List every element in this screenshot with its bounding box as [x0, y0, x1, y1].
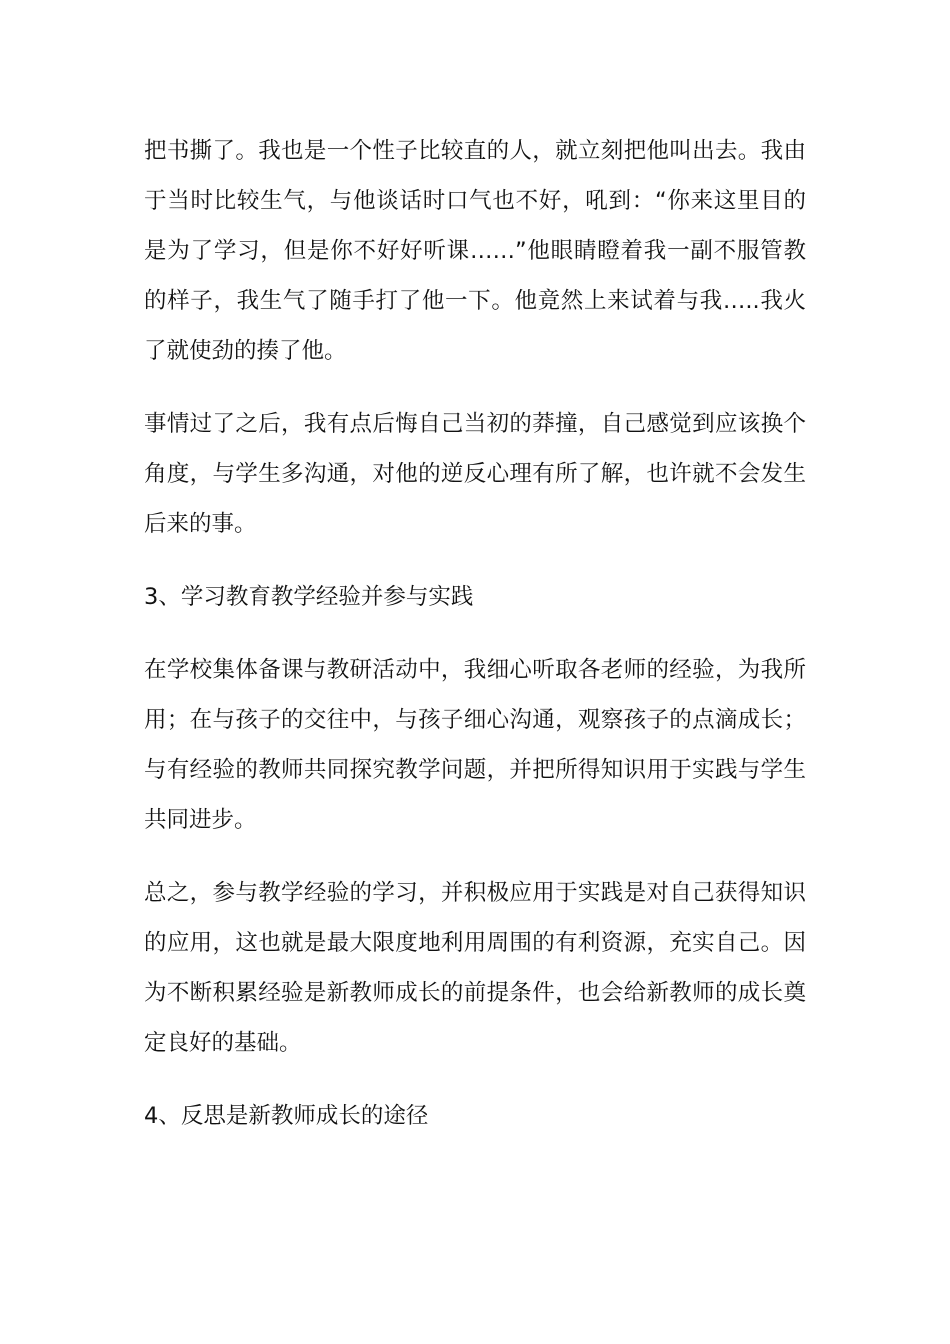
section-heading-3: 3、学习教育教学经验并参与实践 [144, 584, 474, 610]
paragraph-practice: 在学校集体备课与教研活动中，我细心听取各老师的经验，为我所用；在与孩子的交往中，与孩子细心沟通，观察孩子的点滴成长；与有经验的教师共同探究教学问题，并把所得知识用于实践与学生共同进步。 [144, 657, 806, 833]
section-heading-4: 4、反思是新教师成长的途径 [144, 1103, 429, 1129]
document-body [144, 126, 806, 1164]
paragraph-summary: 总之，参与教学经验的学习，并积极应用于实践是对自己获得知识的应用，这也就是最大限度地利用周围的有利资源，充实自己。因为不断积累经验是新教师成长的前提条件，也会给新教师的成长奠定良好的基础。 [144, 880, 806, 1056]
paragraph-conflict-story: 把书撕了。我也是一个性子比较直的人，就立刻把他叫出去。我由于当时比较生气，与他谈话时口气也不好，吼到：“你来这里目的是为了学习，但是你不好好听课……”他眼睛瞪着我一副不服管教的样子，我生气了随手打了他一下。他竟然上来试着与我…..我火了就使劲的揍了他。 [144, 138, 806, 364]
paragraph-reflection: 事情过了之后，我有点后悔自己当初的莽撞，自己感觉到应该换个角度，与学生多沟通，对他的逆反心理有所了解，也许就不会发生后来的事。 [144, 411, 806, 537]
